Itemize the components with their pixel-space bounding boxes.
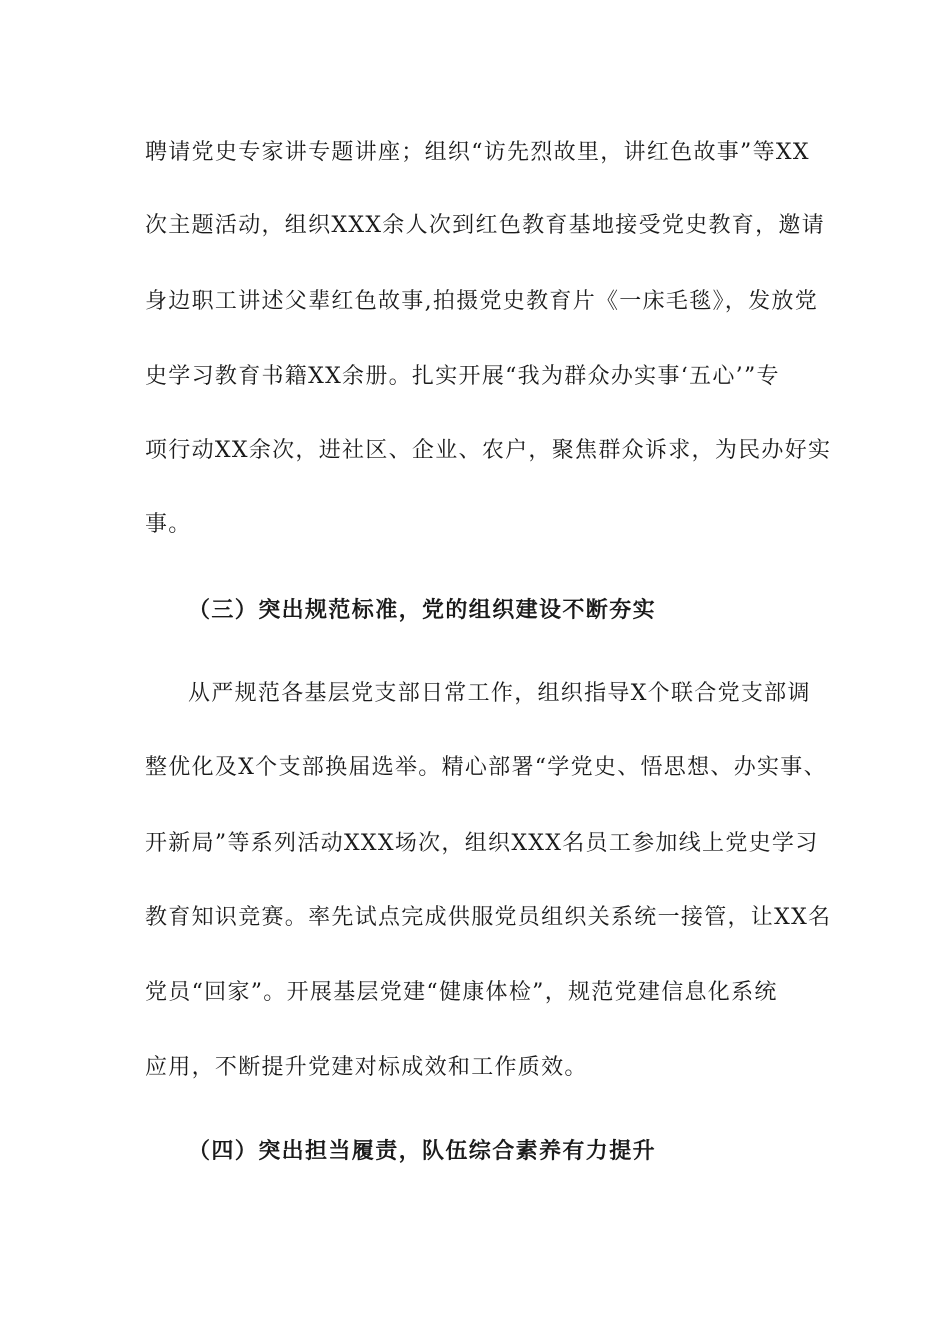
paragraph-1-line-4: 史学习教育书籍XX余册。扎实开展“我为群众办实事‘五心’”专: [145, 364, 780, 389]
paragraph-2-line-5: 党员“回家”。开展基层党建“健康体检”，规范党建信息化系统: [145, 980, 778, 1005]
paragraph-2-line-2: 整优化及X个支部换届选举。精心部署“学党史、悟思想、办实事、: [145, 755, 827, 780]
paragraph-1-line-2: 次主题活动，组织XXX余人次到红色教育基地接受党史教育，邀请: [145, 213, 825, 238]
paragraph-1-line-1: 聘请党史专家讲专题讲座；组织“访先烈故里，讲红色故事”等XX: [145, 140, 810, 165]
paragraph-2-line-4: 教育知识竞赛。率先试点完成供服党员组织关系统一接管，让XX名: [145, 905, 832, 930]
paragraph-1-line-3: 身边职工讲述父辈红色故事,拍摄党史教育片《一床毛毯》，发放党: [145, 289, 818, 314]
paragraph-2-line-3: 开新局”等系列活动XXX场次，组织XXX名员工参加线上党史学习: [145, 831, 819, 856]
section-heading-4: （四）突出担当履责，队伍综合素养有力提升: [188, 1139, 657, 1164]
paragraph-2-line-6: 应用，不断提升党建对标成效和工作质效。: [145, 1055, 588, 1080]
paragraph-1-line-6: 事。: [145, 512, 192, 537]
paragraph-1-line-5: 项行动XX余次，进社区、企业、农户，聚焦群众诉求，为民办好实: [145, 438, 832, 463]
paragraph-2-line-1: 从严规范各基层党支部日常工作，组织指导X个联合党支部调: [188, 681, 811, 706]
section-heading-3: （三）突出规范标准，党的组织建设不断夯实: [188, 598, 657, 623]
